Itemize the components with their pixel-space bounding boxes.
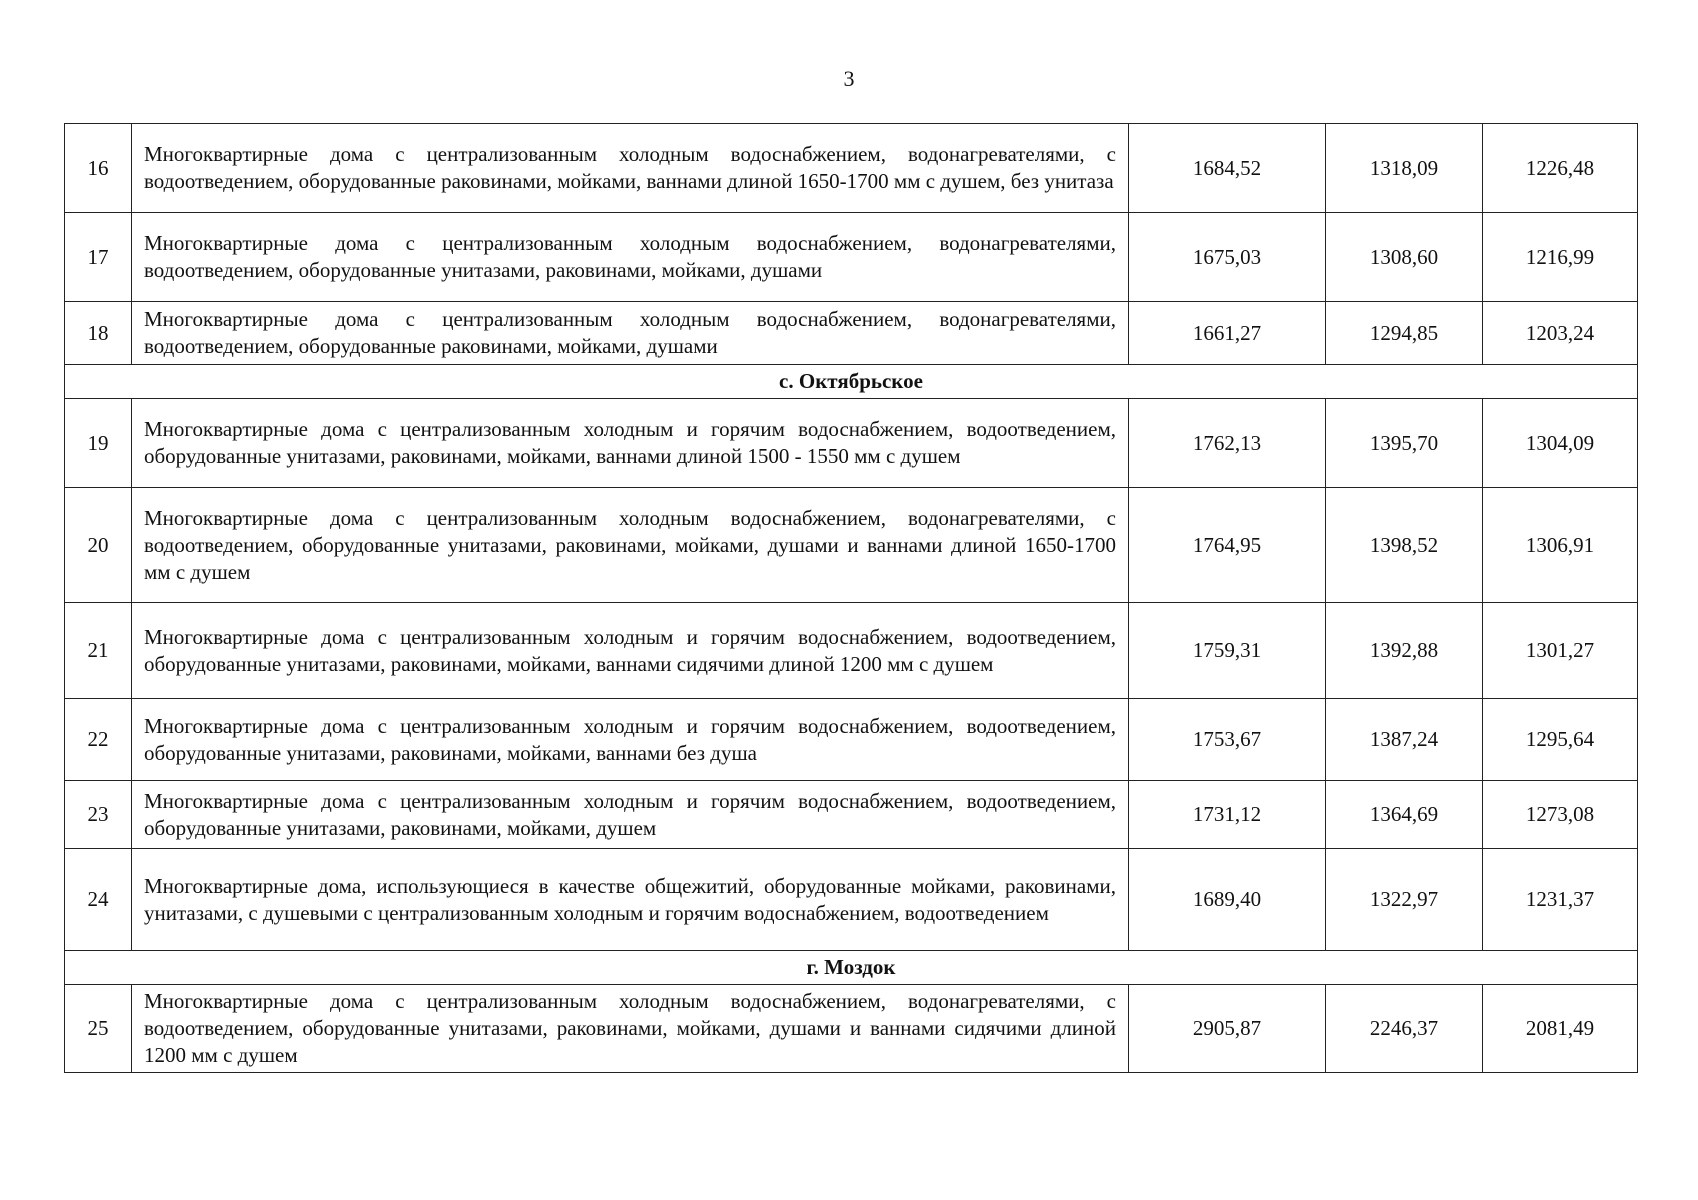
section-header-row	[65, 951, 1638, 985]
row-value-3: 1306,91	[1483, 488, 1638, 603]
table-row	[65, 781, 1638, 849]
section-title-mozdok: г. Моздок	[65, 951, 1638, 985]
table-row	[65, 124, 1638, 213]
tariff-table-body	[65, 124, 1638, 1073]
row-number: 18	[65, 302, 132, 365]
row-value-2: 1364,69	[1326, 781, 1483, 849]
row-value-2: 1322,97	[1326, 849, 1483, 951]
row-description: Многоквартирные дома с централизованным холодным и горячим водоснабжением, водоотведением, оборудованные унитазами, раковинами, мойками, ваннами длиной 1500 - 1550 мм с душем	[132, 399, 1129, 488]
row-description: Многоквартирные дома с централизованным холодным и горячим водоснабжением, водоотведением, оборудованные унитазами, раковинами, мойками, ваннами без душа	[132, 699, 1129, 781]
row-description: Многоквартирные дома с централизованным холодным водоснабжением, водонагревателями, водоотведением, оборудованные раковинами, мойками, душами	[132, 302, 1129, 365]
row-description: Многоквартирные дома с централизованным холодным водоснабжением, водонагревателями, с водоотведением, оборудованные унитазами, раковинами, мойками, душами и ваннами сидячими длиной 1200 мм с душем	[132, 985, 1129, 1073]
row-value-1: 1759,31	[1129, 603, 1326, 699]
row-description: Многоквартирные дома, использующиеся в качестве общежитий, оборудованные мойками, раковинами, унитазами, с душевыми с централизованным холодным и горячим водоснабжением, водоотведением	[132, 849, 1129, 951]
row-value-1: 1661,27	[1129, 302, 1326, 365]
row-value-1: 1762,13	[1129, 399, 1326, 488]
row-description: Многоквартирные дома с централизованным холодным водоснабжением, водонагревателями, водоотведением, оборудованные унитазами, раковинами, мойками, душами	[132, 213, 1129, 302]
table-row	[65, 699, 1638, 781]
row-value-2: 1387,24	[1326, 699, 1483, 781]
table-row	[65, 213, 1638, 302]
row-number: 24	[65, 849, 132, 951]
table-row	[65, 488, 1638, 603]
row-value-1: 2905,87	[1129, 985, 1326, 1073]
tariff-table	[64, 123, 1638, 1073]
row-number: 16	[65, 124, 132, 213]
row-value-1: 1689,40	[1129, 849, 1326, 951]
row-value-2: 1392,88	[1326, 603, 1483, 699]
row-value-3: 1226,48	[1483, 124, 1638, 213]
section-title-oktyabrskoe: с. Октябрьское	[65, 365, 1638, 399]
row-value-3: 2081,49	[1483, 985, 1638, 1073]
row-value-3: 1304,09	[1483, 399, 1638, 488]
row-value-3: 1301,27	[1483, 603, 1638, 699]
row-value-1: 1684,52	[1129, 124, 1326, 213]
row-value-1: 1675,03	[1129, 213, 1326, 302]
row-number: 22	[65, 699, 132, 781]
row-value-2: 1294,85	[1326, 302, 1483, 365]
row-value-2: 1308,60	[1326, 213, 1483, 302]
table-row	[65, 603, 1638, 699]
page-number: 3	[843, 66, 855, 91]
row-value-2: 2246,37	[1326, 985, 1483, 1073]
row-value-1: 1731,12	[1129, 781, 1326, 849]
table-row	[65, 985, 1638, 1073]
row-value-3: 1295,64	[1483, 699, 1638, 781]
row-number: 21	[65, 603, 132, 699]
section-header-row	[65, 365, 1638, 399]
row-number: 19	[65, 399, 132, 488]
row-value-3: 1216,99	[1483, 213, 1638, 302]
row-number: 20	[65, 488, 132, 603]
row-value-3: 1231,37	[1483, 849, 1638, 951]
row-number: 17	[65, 213, 132, 302]
row-description: Многоквартирные дома с централизованным холодным и горячим водоснабжением, водоотведением, оборудованные унитазами, раковинами, мойками, душем	[132, 781, 1129, 849]
row-value-3: 1203,24	[1483, 302, 1638, 365]
row-number: 25	[65, 985, 132, 1073]
row-value-2: 1318,09	[1326, 124, 1483, 213]
row-value-2: 1395,70	[1326, 399, 1483, 488]
row-description: Многоквартирные дома с централизованным холодным водоснабжением, водонагревателями, с водоотведением, оборудованные раковинами, мойками, ваннами длиной 1650-1700 мм с душем, без унитаза	[132, 124, 1129, 213]
row-value-3: 1273,08	[1483, 781, 1638, 849]
table-row	[65, 302, 1638, 365]
row-value-2: 1398,52	[1326, 488, 1483, 603]
row-description: Многоквартирные дома с централизованным холодным водоснабжением, водонагревателями, с водоотведением, оборудованные унитазами, раковинами, мойками, душами и ваннами длиной 1650-1700 мм с душем	[132, 488, 1129, 603]
row-description: Многоквартирные дома с централизованным холодным и горячим водоснабжением, водоотведением, оборудованные унитазами, раковинами, мойками, ваннами сидячими длиной 1200 мм с душем	[132, 603, 1129, 699]
table-row	[65, 849, 1638, 951]
row-value-1: 1764,95	[1129, 488, 1326, 603]
row-value-1: 1753,67	[1129, 699, 1326, 781]
table-row	[65, 399, 1638, 488]
row-number: 23	[65, 781, 132, 849]
